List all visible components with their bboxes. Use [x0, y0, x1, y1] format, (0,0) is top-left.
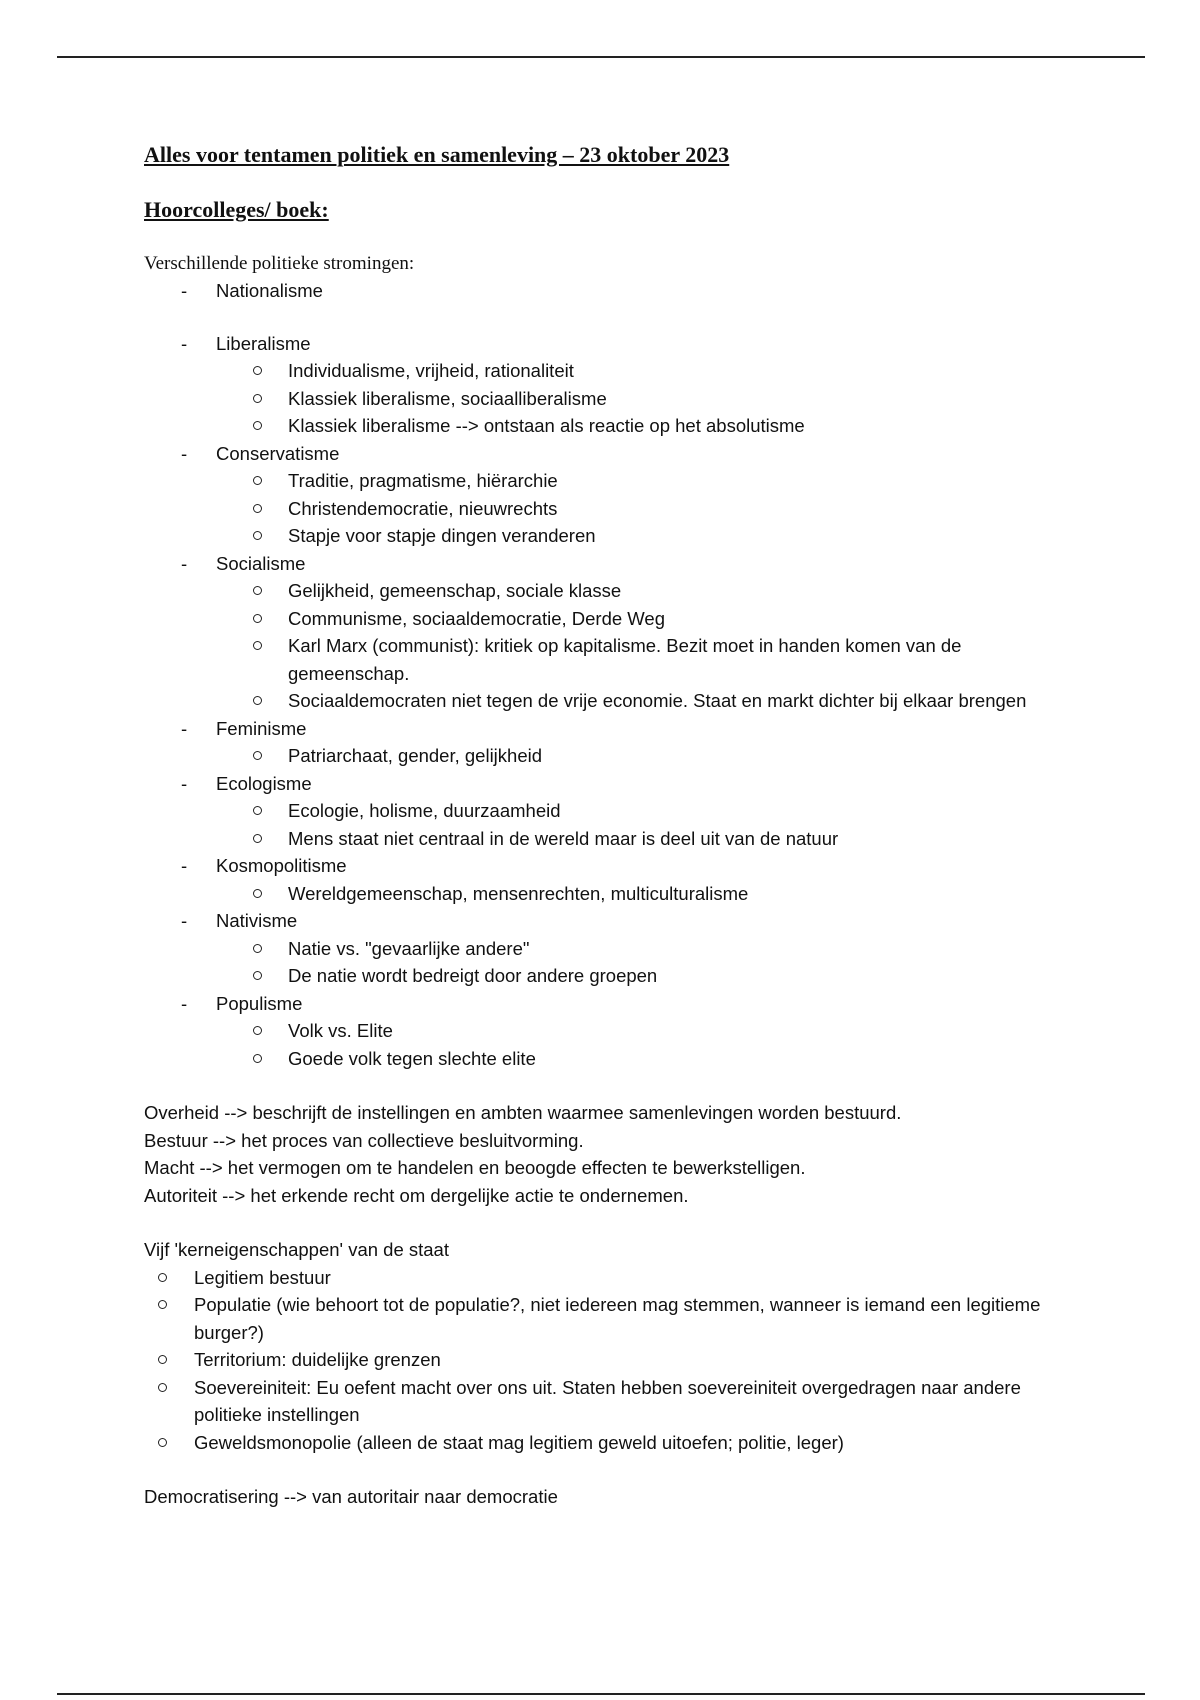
- state-property-text: Legitiem bestuur: [194, 1266, 331, 1288]
- circle-bullet-icon: [253, 806, 262, 815]
- sub-item: [288, 632, 1064, 687]
- dash-bullet: -: [181, 332, 188, 354]
- definition-line: Bestuur --> het proces van collectieve besluitvorming.: [144, 1129, 584, 1151]
- circle-bullet-icon: [253, 641, 262, 650]
- stream-label: Feminisme: [216, 717, 307, 739]
- circle-bullet-icon: [253, 614, 262, 623]
- top-rule: [57, 56, 1145, 58]
- sub-list: [288, 1017, 1064, 1072]
- sub-item: [288, 687, 1064, 715]
- stream-item: [181, 852, 1064, 907]
- sub-item: [288, 577, 1064, 605]
- sub-item: [288, 1045, 1064, 1073]
- circle-bullet-icon: [253, 476, 262, 485]
- dash-bullet: -: [181, 992, 188, 1014]
- stream-item: [181, 770, 1064, 853]
- circle-bullet-icon: [253, 834, 262, 843]
- sub-list: [288, 742, 1064, 770]
- circle-bullet-icon: [253, 971, 262, 980]
- sub-item-text: Communisme, sociaaldemocratie, Derde Weg: [288, 607, 666, 629]
- sub-item: [288, 357, 1064, 385]
- stream-item: [181, 440, 1064, 550]
- circle-bullet-icon: [253, 944, 262, 953]
- definition-line: Autoriteit --> het erkende recht om dergelijke actie te ondernemen.: [144, 1184, 689, 1206]
- circle-bullet-icon: [253, 531, 262, 540]
- circle-bullet-icon: [253, 421, 262, 430]
- circle-bullet-icon: [158, 1355, 167, 1364]
- circle-bullet-icon: [253, 394, 262, 403]
- circle-bullet-icon: [253, 696, 262, 705]
- circle-bullet-icon: [158, 1273, 167, 1282]
- circle-bullet-icon: [253, 504, 262, 513]
- closing-line: Democratisering --> van autoritair naar democratie: [144, 1486, 558, 1507]
- sub-item-text: De natie wordt bedreigt door andere groepen: [288, 965, 658, 986]
- state-properties-list: [194, 1264, 1064, 1457]
- section-heading: Hoorcolleges/ boek:: [144, 197, 329, 222]
- definition-line: Overheid --> beschrijft de instellingen en ambten waarmee samenlevingen worden bestuurd.: [144, 1102, 902, 1123]
- sub-item: [288, 495, 1064, 523]
- dash-bullet: -: [181, 442, 188, 464]
- sub-item-text: Individualisme, vrijheid, rationaliteit: [288, 360, 574, 381]
- bottom-rule: [57, 1693, 1145, 1695]
- sub-item: [288, 467, 1064, 495]
- sub-list: [288, 577, 1064, 715]
- sub-item: [288, 1017, 1064, 1045]
- state-property-text: Geweldsmonopolie (alleen de staat mag legitiem geweld uitoefen; politie, leger): [194, 1431, 844, 1453]
- document-title: Alles voor tentamen politiek en samenleving – 23 oktober 2023: [144, 142, 730, 167]
- dash-bullet: -: [181, 552, 188, 574]
- dash-bullet: -: [181, 772, 188, 794]
- circle-bullet-icon: [253, 751, 262, 760]
- sub-list: [288, 467, 1064, 550]
- state-property-text: Soevereiniteit: Eu oefent macht over ons uit. Staten hebben soevereiniteit overgedragen naar andere politieke instellingen: [194, 1376, 1021, 1425]
- sub-item-text: Goede volk tegen slechte elite: [288, 1047, 536, 1069]
- stream-item: [181, 715, 1064, 770]
- sub-item-text: Klassiek liberalisme, sociaalliberalisme: [288, 387, 607, 409]
- dash-bullet: -: [181, 855, 188, 876]
- sub-item-text: Christendemocratie, nieuwrechts: [288, 497, 558, 519]
- sub-item-text: Patriarchaat, gender, gelijkheid: [288, 745, 543, 766]
- sub-item-text: Wereldgemeenschap, mensenrechten, multiculturalisme: [288, 882, 749, 904]
- circle-bullet-icon: [158, 1300, 167, 1309]
- state-property-item: [194, 1291, 1064, 1346]
- sub-item-text: Sociaaldemocraten niet tegen de vrije economie. Staat en markt dichter bij elkaar brengen: [288, 690, 1027, 711]
- stream-label: Conservatisme: [216, 442, 340, 464]
- stream-item: [181, 550, 1064, 715]
- streams-list: [181, 277, 1064, 1072]
- sub-item-text: Volk vs. Elite: [288, 1020, 393, 1041]
- definition-line: Macht --> het vermogen om te handelen en beoogde effecten te bewerkstelligen.: [144, 1157, 806, 1178]
- state-property-item: [194, 1374, 1064, 1429]
- intro-text: Verschillende politieke stromingen:: [144, 253, 415, 274]
- sub-item: [288, 605, 1064, 633]
- state-property-item: [194, 1346, 1064, 1374]
- circle-bullet-icon: [253, 1026, 262, 1035]
- stream-label: Populisme: [216, 992, 303, 1014]
- stream-item: [181, 990, 1064, 1073]
- stream-item: [181, 277, 1064, 305]
- sub-list: [288, 797, 1064, 852]
- sub-list: [288, 880, 1064, 908]
- sub-item: [288, 522, 1064, 550]
- state-property-text: Territorium: duidelijke grenzen: [194, 1349, 441, 1370]
- state-property-item: [194, 1429, 1064, 1457]
- sub-item-text: Karl Marx (communist): kritiek op kapitalisme. Bezit moet in handen komen van de gemeenschap.: [288, 635, 962, 684]
- stream-label: Ecologisme: [216, 772, 312, 794]
- sub-item: [288, 825, 1064, 853]
- stream-label: Socialisme: [216, 552, 306, 574]
- circle-bullet-icon: [158, 1383, 167, 1392]
- document-body: [144, 141, 1064, 1511]
- sub-item-text: Traditie, pragmatisme, hiërarchie: [288, 470, 558, 491]
- circle-bullet-icon: [253, 366, 262, 375]
- sub-item: [288, 935, 1064, 963]
- sub-item-text: Gelijkheid, gemeenschap, sociale klasse: [288, 580, 622, 601]
- circle-bullet-icon: [253, 586, 262, 595]
- sub-item-text: Mens staat niet centraal in de wereld maar is deel uit van de natuur: [288, 827, 839, 849]
- stream-label: Kosmopolitisme: [216, 855, 347, 876]
- dash-bullet: -: [181, 280, 188, 301]
- sub-item-text: Natie vs. "gevaarlijke andere": [288, 937, 530, 959]
- stream-item: [181, 330, 1064, 440]
- sub-item-text: Ecologie, holisme, duurzaamheid: [288, 800, 561, 821]
- sub-item: [288, 742, 1064, 770]
- dash-bullet: -: [181, 717, 188, 739]
- stream-label: Nativisme: [216, 910, 298, 931]
- sub-list: [288, 357, 1064, 440]
- definitions-block: [144, 1099, 1064, 1209]
- circle-bullet-icon: [253, 889, 262, 898]
- state-properties-title: Vijf 'kerneigenschappen' van de staat: [144, 1239, 449, 1260]
- sub-item-text: Stapje voor stapje dingen veranderen: [288, 525, 596, 546]
- state-property-item: [194, 1264, 1064, 1292]
- stream-item: [181, 907, 1064, 990]
- stream-label: Nationalisme: [216, 280, 323, 301]
- dash-bullet: -: [181, 910, 188, 931]
- sub-item: [288, 412, 1064, 440]
- sub-item: [288, 880, 1064, 908]
- sub-item: [288, 797, 1064, 825]
- state-property-text: Populatie (wie behoort tot de populatie?, niet iedereen mag stemmen, wanneer is iemand een legitieme burger?): [194, 1294, 1041, 1343]
- sub-list: [288, 935, 1064, 990]
- sub-item: [288, 962, 1064, 990]
- circle-bullet-icon: [253, 1054, 262, 1063]
- sub-item-text: Klassiek liberalisme --> ontstaan als reactie op het absolutisme: [288, 415, 805, 436]
- sub-item: [288, 385, 1064, 413]
- circle-bullet-icon: [158, 1438, 167, 1447]
- stream-label: Liberalisme: [216, 332, 311, 354]
